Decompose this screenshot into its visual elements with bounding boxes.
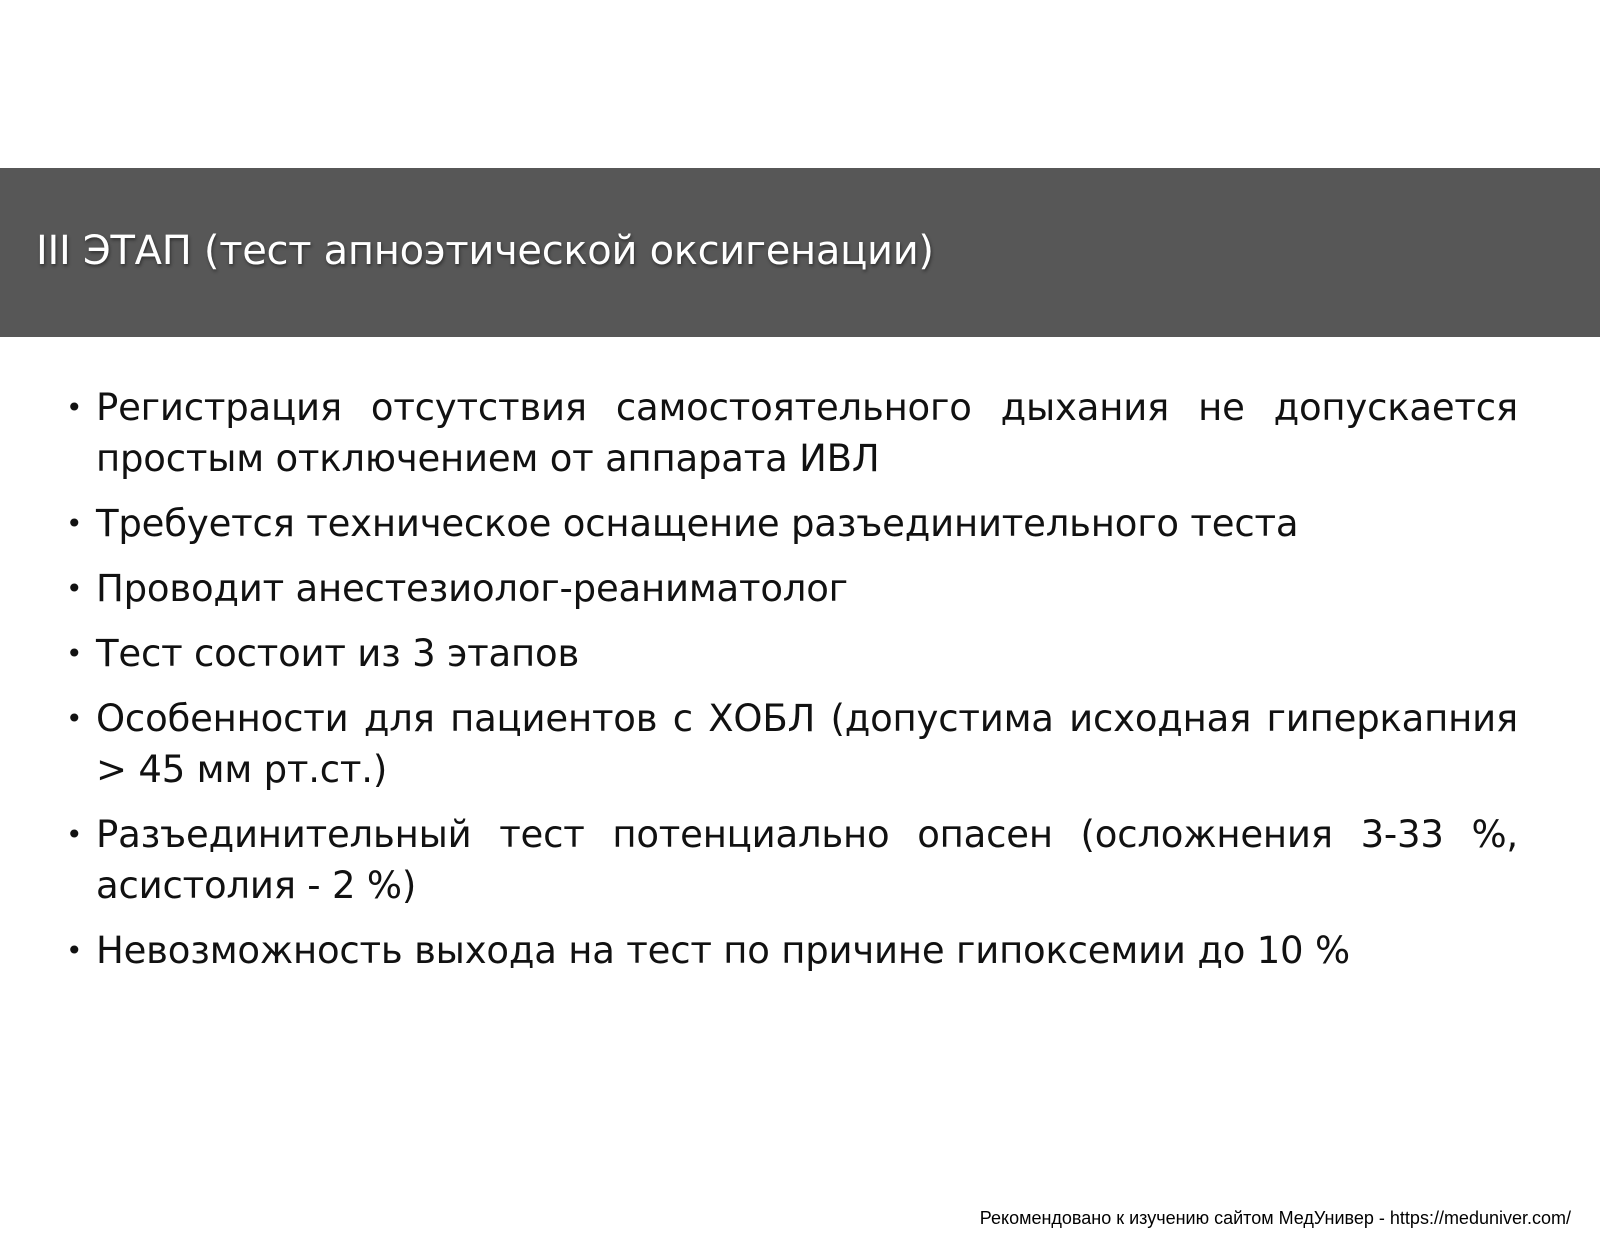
bullet-text: Невозможность выхода на тест по причине гипоксемии до 10 % xyxy=(96,929,1350,972)
footer-credit: Рекомендовано к изучению сайтом МедУнивер - https://meduniver.com/ xyxy=(979,1208,1571,1228)
bullet-icon: • xyxy=(66,507,83,540)
list-item xyxy=(66,563,1518,614)
list-item xyxy=(66,628,1518,679)
list-item xyxy=(66,693,1518,795)
bullet-icon: • xyxy=(66,637,83,670)
list-item xyxy=(66,498,1518,549)
bullet-text: Тест состоит из 3 этапов xyxy=(96,632,580,675)
bullet-icon: • xyxy=(66,934,83,967)
bullet-text: Регистрация отсутствия самостоятельного дыхания не допускается простым отключением от аппарата ИВЛ xyxy=(96,386,1518,480)
bullet-icon: • xyxy=(66,391,83,424)
slide-title: III ЭТАП (тест апноэтической оксигенации) xyxy=(36,228,934,274)
bullet-icon: • xyxy=(66,818,83,851)
bullet-text: Требуется техническое оснащение разъединительного теста xyxy=(96,502,1299,545)
bullet-icon: • xyxy=(66,572,83,605)
list-item xyxy=(66,809,1518,911)
list-item xyxy=(66,382,1518,484)
bullet-list xyxy=(66,382,1518,990)
bullet-text: Особенности для пациентов с ХОБЛ (допустима исходная гиперкапния > 45 мм рт.ст.) xyxy=(96,697,1518,791)
bullet-text: Разъединительный тест потенциально опасен (осложнения 3-33 %, асистолия - 2 %) xyxy=(96,813,1518,907)
bullet-icon: • xyxy=(66,702,83,735)
list-item xyxy=(66,925,1518,976)
bullet-text: Проводит анестезиолог-реаниматолог xyxy=(96,567,848,610)
